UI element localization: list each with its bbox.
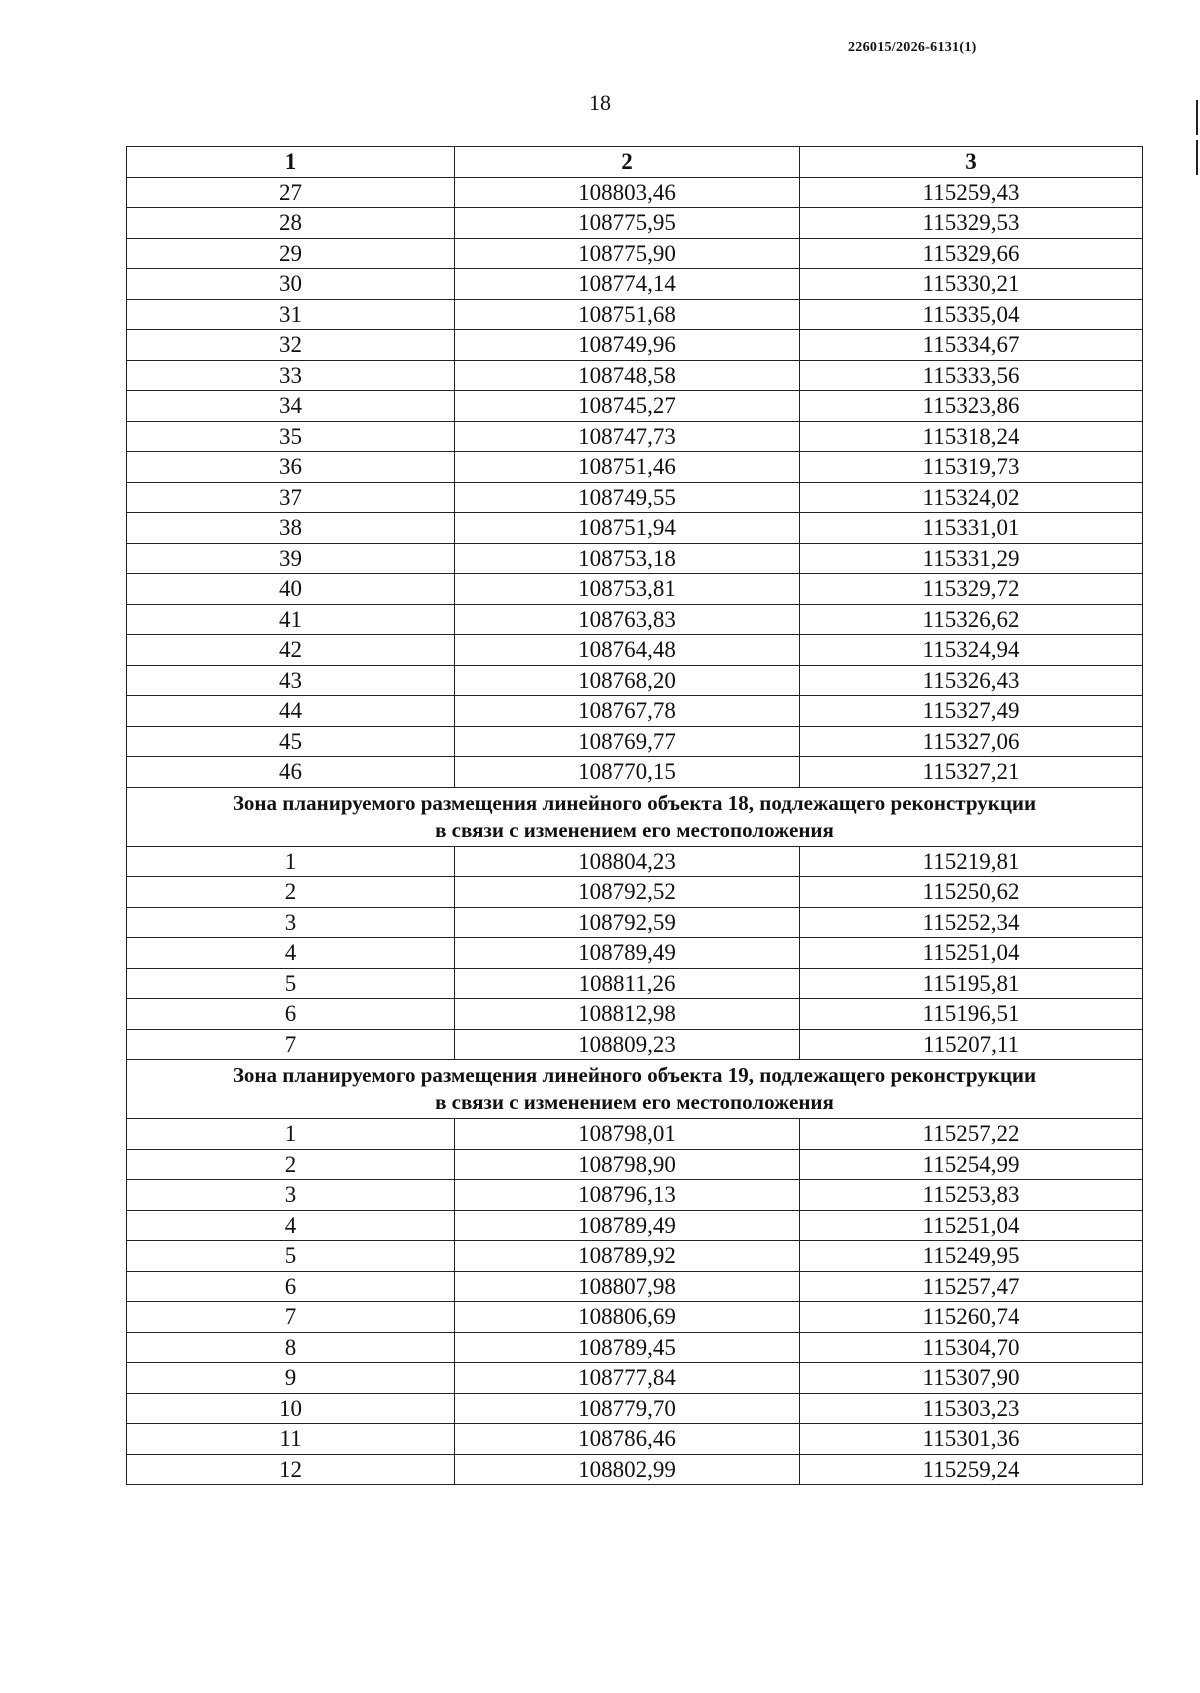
zone-heading [127,1060,1143,1119]
y-coordinate-cell: 115257,47 [800,1271,1143,1302]
x-coordinate-cell: 108811,26 [455,968,800,999]
table-row [127,1210,1143,1241]
point-number-cell: 42 [127,635,455,666]
table-body [127,177,1143,1485]
point-number-cell: 46 [127,757,455,788]
x-coordinate-cell: 108775,90 [455,238,800,269]
y-coordinate-cell: 115252,34 [800,907,1143,938]
page-number: 18 [589,90,611,115]
x-coordinate-cell: 108798,01 [455,1119,800,1150]
table-row [127,421,1143,452]
y-coordinate-cell: 115323,86 [800,391,1143,422]
zone-heading-line1: Зона планируемого размещения линейного объекта 18, подлежащего реконструкции [232,790,1037,815]
x-coordinate-cell: 108812,98 [455,999,800,1030]
table-row [127,1241,1143,1272]
table-row [127,513,1143,544]
point-number-cell: 28 [127,208,455,239]
table-row [127,726,1143,757]
y-coordinate-cell: 115335,04 [800,299,1143,330]
point-number-cell: 5 [127,968,455,999]
table-header-row [127,147,1143,178]
point-number-cell: 41 [127,604,455,635]
x-coordinate-cell: 108763,83 [455,604,800,635]
zone-18-heading-row [127,787,1143,846]
point-number-cell: 4 [127,938,455,969]
y-coordinate-cell: 115259,43 [800,177,1143,208]
table-row [127,177,1143,208]
x-coordinate-cell: 108802,99 [455,1454,800,1485]
table-row [127,330,1143,361]
point-number-cell: 36 [127,452,455,483]
y-coordinate-cell: 115324,94 [800,635,1143,666]
table-row [127,1271,1143,1302]
y-coordinate-cell: 115219,81 [800,846,1143,877]
point-number-cell: 5 [127,1241,455,1272]
table-row [127,1393,1143,1424]
x-coordinate-cell: 108770,15 [455,757,800,788]
point-number-cell: 3 [127,1180,455,1211]
table-row [127,665,1143,696]
y-coordinate-cell: 115324,02 [800,482,1143,513]
point-number-cell: 7 [127,1302,455,1333]
table-row [127,1302,1143,1333]
x-coordinate-cell: 108796,13 [455,1180,800,1211]
y-coordinate-cell: 115333,56 [800,360,1143,391]
x-coordinate-cell: 108774,14 [455,269,800,300]
y-coordinate-cell: 115254,99 [800,1149,1143,1180]
y-coordinate-cell: 115251,04 [800,1210,1143,1241]
table-row [127,604,1143,635]
y-coordinate-cell: 115207,11 [800,1029,1143,1060]
x-coordinate-cell: 108789,92 [455,1241,800,1272]
table-row [127,574,1143,605]
table-row [127,968,1143,999]
x-coordinate-cell: 108751,68 [455,299,800,330]
y-coordinate-cell: 115327,06 [800,726,1143,757]
point-number-cell: 35 [127,421,455,452]
point-number-cell: 11 [127,1424,455,1455]
point-number-cell: 3 [127,907,455,938]
point-number-cell: 45 [127,726,455,757]
y-coordinate-cell: 115251,04 [800,938,1143,969]
x-coordinate-cell: 108748,58 [455,360,800,391]
y-coordinate-cell: 115259,24 [800,1454,1143,1485]
y-coordinate-cell: 115301,36 [800,1424,1143,1455]
point-number-cell: 44 [127,696,455,727]
y-coordinate-cell: 115253,83 [800,1180,1143,1211]
point-number-cell: 38 [127,513,455,544]
x-coordinate-cell: 108751,94 [455,513,800,544]
y-coordinate-cell: 115304,70 [800,1332,1143,1363]
x-coordinate-cell: 108809,23 [455,1029,800,1060]
y-coordinate-cell: 115326,43 [800,665,1143,696]
y-coordinate-cell: 115318,24 [800,421,1143,452]
table-row [127,1149,1143,1180]
point-number-cell: 6 [127,1271,455,1302]
document-id: 226015/2026-6131(1) [848,40,977,55]
table-row [127,543,1143,574]
point-number-cell: 27 [127,177,455,208]
coordinates-table [126,146,1143,1485]
y-coordinate-cell: 115329,66 [800,238,1143,269]
x-coordinate-cell: 108807,98 [455,1271,800,1302]
x-coordinate-cell: 108789,45 [455,1332,800,1363]
x-coordinate-cell: 108798,90 [455,1149,800,1180]
x-coordinate-cell: 108764,48 [455,635,800,666]
x-coordinate-cell: 108767,78 [455,696,800,727]
x-coordinate-cell: 108792,52 [455,877,800,908]
point-number-cell: 32 [127,330,455,361]
x-coordinate-cell: 108806,69 [455,1302,800,1333]
x-coordinate-cell: 108753,18 [455,543,800,574]
y-coordinate-cell: 115329,53 [800,208,1143,239]
point-number-cell: 39 [127,543,455,574]
y-coordinate-cell: 115330,21 [800,269,1143,300]
y-coordinate-cell: 115303,23 [800,1393,1143,1424]
table-row [127,1454,1143,1485]
zone-heading-line2: в связи с изменением его местоположения [435,817,834,842]
point-number-cell: 4 [127,1210,455,1241]
column-header-x: 2 [455,147,800,178]
x-coordinate-cell: 108749,55 [455,482,800,513]
x-coordinate-cell: 108747,73 [455,421,800,452]
point-number-cell: 9 [127,1363,455,1394]
table-row [127,1029,1143,1060]
table-row [127,635,1143,666]
scan-margin-mark [1196,140,1198,175]
point-number-cell: 7 [127,1029,455,1060]
table-row [127,757,1143,788]
x-coordinate-cell: 108745,27 [455,391,800,422]
table-row [127,1332,1143,1363]
table-row [127,1119,1143,1150]
x-coordinate-cell: 108803,46 [455,177,800,208]
point-number-cell: 33 [127,360,455,391]
point-number-cell: 29 [127,238,455,269]
y-coordinate-cell: 115331,01 [800,513,1143,544]
y-coordinate-cell: 115196,51 [800,999,1143,1030]
y-coordinate-cell: 115327,21 [800,757,1143,788]
y-coordinate-cell: 115329,72 [800,574,1143,605]
point-number-cell: 1 [127,1119,455,1150]
point-number-cell: 30 [127,269,455,300]
table-row [127,877,1143,908]
table-row [127,238,1143,269]
y-coordinate-cell: 115327,49 [800,696,1143,727]
table-row [127,999,1143,1030]
scan-margin-mark [1196,100,1198,135]
table-row [127,299,1143,330]
y-coordinate-cell: 115334,67 [800,330,1143,361]
point-number-cell: 10 [127,1393,455,1424]
x-coordinate-cell: 108792,59 [455,907,800,938]
zone-19-heading-row [127,1060,1143,1119]
y-coordinate-cell: 115257,22 [800,1119,1143,1150]
y-coordinate-cell: 115326,62 [800,604,1143,635]
point-number-cell: 2 [127,1149,455,1180]
y-coordinate-cell: 115249,95 [800,1241,1143,1272]
y-coordinate-cell: 115319,73 [800,452,1143,483]
x-coordinate-cell: 108786,46 [455,1424,800,1455]
y-coordinate-cell: 115331,29 [800,543,1143,574]
zone-heading-line1: Зона планируемого размещения линейного объекта 19, подлежащего реконструкции [232,1063,1037,1087]
table-row [127,1424,1143,1455]
x-coordinate-cell: 108769,77 [455,726,800,757]
column-header-y: 3 [800,147,1143,178]
y-coordinate-cell: 115307,90 [800,1363,1143,1394]
y-coordinate-cell: 115260,74 [800,1302,1143,1333]
y-coordinate-cell: 115195,81 [800,968,1143,999]
table-row [127,452,1143,483]
x-coordinate-cell: 108768,20 [455,665,800,696]
x-coordinate-cell: 108775,95 [455,208,800,239]
point-number-cell: 1 [127,846,455,877]
table-row [127,269,1143,300]
table-row [127,846,1143,877]
x-coordinate-cell: 108789,49 [455,1210,800,1241]
table-row [127,1363,1143,1394]
point-number-cell: 31 [127,299,455,330]
x-coordinate-cell: 108789,49 [455,938,800,969]
point-number-cell: 43 [127,665,455,696]
point-number-cell: 6 [127,999,455,1030]
x-coordinate-cell: 108753,81 [455,574,800,605]
x-coordinate-cell: 108749,96 [455,330,800,361]
table-row [127,938,1143,969]
x-coordinate-cell: 108804,23 [455,846,800,877]
zone-heading [127,787,1143,846]
table-row [127,391,1143,422]
table-row [127,208,1143,239]
table-row [127,482,1143,513]
zone-heading-line2: в связи с изменением его местоположения [435,1090,834,1114]
point-number-cell: 8 [127,1332,455,1363]
x-coordinate-cell: 108777,84 [455,1363,800,1394]
point-number-cell: 34 [127,391,455,422]
table-row [127,696,1143,727]
table-row [127,907,1143,938]
y-coordinate-cell: 115250,62 [800,877,1143,908]
column-header-number: 1 [127,147,455,178]
point-number-cell: 37 [127,482,455,513]
point-number-cell: 12 [127,1454,455,1485]
point-number-cell: 2 [127,877,455,908]
point-number-cell: 40 [127,574,455,605]
table-row [127,1180,1143,1211]
x-coordinate-cell: 108751,46 [455,452,800,483]
x-coordinate-cell: 108779,70 [455,1393,800,1424]
table-row [127,360,1143,391]
